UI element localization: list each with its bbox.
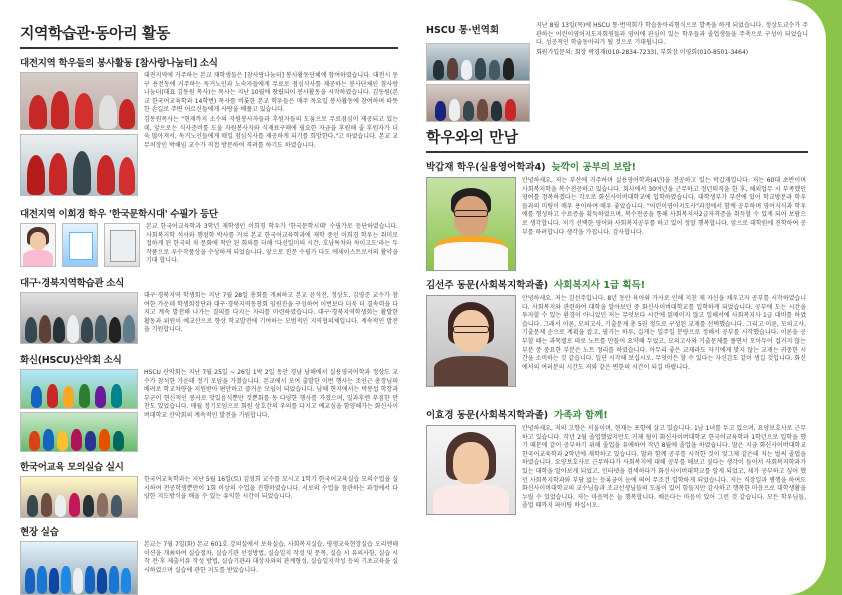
interview-2-name: 김선주 동문(사회복지학과졸)	[426, 280, 549, 291]
hscu-contact: 회원가입문의: 회장 박경재(010-2834-7233), 부회장 이영희(010-8501-3464)	[536, 48, 749, 56]
section-title-volunteer: 대전지역 학우들의 봉사활동 [참사랑나눔터] 소식	[20, 58, 218, 69]
section-title-hiking: 화신(HSCU)산악회 소식	[20, 355, 122, 366]
essayist-book-cover-2	[104, 223, 140, 267]
daegu-group-photo	[20, 292, 138, 344]
section-title-essayist: 대전지역 이희경 학우 '한국문학시대' 수필가 등단	[20, 209, 218, 220]
section-title-daegu: 대구·경북지역학습관 소식	[20, 278, 124, 289]
hiking-photo-1	[20, 369, 138, 409]
korean-practice-photo	[20, 476, 138, 518]
volunteer-photo-1	[20, 72, 138, 130]
hiking-photo-2	[20, 412, 138, 452]
essayist-portrait	[20, 223, 56, 267]
section-title-korean-practice: 한국어교육 모의실습 실시	[20, 462, 124, 473]
interview-1-quote: 늦깍이 공부의 보람!	[551, 162, 636, 173]
page-title: 지역학습관·동아리 활동	[20, 22, 398, 49]
interview-3-quote: 가족과 함께!	[554, 410, 608, 421]
hscu-paragraph: 지난 8월 13일(목)에 HSCU 통·번역회가 학습동아리형식으로 발족을 하게 되었습니다. 정상도교수가 주관하는 어린이영어지도자회원들과 영어에 관심이 있는 학우들과 졸업생들을 주축으로 구성이 되었습니다. 성공적인 학술동아리가 될 것으로 기대됩니다.	[536, 22, 808, 47]
right-column	[426, 22, 808, 587]
korean-practice-paragraph: 한국어교육학과는 지난 5월 16일(토) 김영희 교수를 모시고 1학기 한국어교육실습 모의수업을 실시하여 전공학생뿐만이 1회 이상의 수업을 진행하였습니다. 서로의 수업을 참관하는 과정에서 다양한 지도방식을 배울 수 있는 유익한 시간이 되었습니다.	[144, 476, 398, 501]
interview-3-name: 이효경 동문(사회복지학과졸)	[426, 410, 549, 421]
essayist-paragraph: 본교 한국어교육학과 3학년 재학생인 이희경 학우가 '한국문학시대' 수필가로 등단하였습니다. 사회복지학 석사와 행정학 박사를 거쳐 본교 한국어교육학과에 재학 중인 이희경 학우는 취미로 접하게 된 한국의 차 문화에 착안 된 회의를 더해 '다선일미의 시간, 호남특차와 차이고도'라는 두 작품으로 우수작품상을 수상하게 되었습니다. 앞으로 전문 수필가 다도 에세이스트로서의 활약을 기대 합니다.	[146, 223, 398, 265]
hscu-photo-2	[426, 84, 530, 122]
daegu-paragraph: 대구·경북지역 학생회는 지난 7월 28일 총회를 개최하고 본교 윤석진, 정상도, 김영준 교수가 참여한 가운데 학생회장단과 대구·경북지역동창회 임원진을 구성하여 이번보다 더욱 더 결속력을 다지고 계속 발전해 나가는 결의를 다지는 자리를 마련하였습니다. 대구·경북지역학생회는 활발한 활동과 위원이 예교산으로 향상 학교발전에 기여하는 모범적인 지역협의체입니다. 계속적인 발전을 기원합니다.	[144, 292, 398, 334]
field-practice-paragraph: 본교는 7월 7일(화) 본교 601호 강의실에서 보육실습, 사회복지실습, 평생교육현장실습 오리엔테이션을 개최하여 실습절차, 실습기관 선정방법, 실습일지 작성 및 문목, 실습 시 유의사항, 실습 시작 전·후 제출서류 작성 방법, 실습기관과 대상자와의 관계형성, 실습일지작성 등의 기초교육을 실시하였으며 실습에 관한 지도를 받았습니다.	[144, 541, 398, 574]
interview-1-header	[426, 159, 808, 173]
interview-3-portrait	[426, 425, 516, 515]
volunteer-paragraph-1: 대전지역에 거주하는 본교 재학생들은 [참사랑나눔터] 봉사활동단체에 참여하였습니다. 대전시 동구 용전동에 거주하는 독거노인과 노숙자들에게 무료로 점심식사를 제공하는 봉사단체인 참사랑나눔터(대표 김동원 목사)는 목사는 지난 10월에 창립되어 봉사활동을 시작하였습니다. 김동원(본교 한국어교육학과 14학번) 목사를 비롯한 본교 학우들은 매주 목요일 봉사활동에 참여하며 따뜻한 손길로 주변 어르신들에게 사랑을 베풀고 있습니다.	[144, 72, 398, 114]
hscu-photo-1	[426, 43, 530, 81]
interview-3-text: 안녕하세요, 저의 고향은 서울이며, 현재는 포항에 살고 있습니다. 1남 1녀를 두고 있으며, 요양보호사로 근무하고 있습니다. 작년 2월 졸업했었지만도 거제 될이 화신사이버대학교 한국어교육학과 1학년으로 입학을 했기 때문에 같이 공부하기 위해 졸업을 유예하여 작년 8월에 졸업을 하였습니다. 딸은 지금 화신사이버대학교 한국어교육학과 2학년에 재학하고 있습니다. 딸과 함께 공부를 시작한 것이 엊그제 같은데 저는 벌써 졸업을 하였습니다. 요양보호사로 근무하다가 사회복지에 대해 공부를 해보고 싶다는 생각이 들어서 사회복지학과가 있는 대학을 알아보게 되었고, 인터넷을 검색하다가 화신사이버대학교를 알게 되었고, 제가 공부하고 싶어 했던 사회복지학과와 부담 없는 등록금이 눈에 띄어 무조건 입학하게 되었습니다. 저는 직장일과 병행을 하여도 화신사이버대학교의 교수님들과 조교선생님들의 도움이 있어 힘들지만 감사하고 행복한 마음으로 대학생활을 누릴 수 있었습니다. 저는 마음먹은 늘 행복합니다. 배운다는 마음이 있어 그런 것 같습니다. 모든 학우님들, 졸업 때까지 파이팅 하십시오.	[522, 425, 806, 510]
section-title-field-practice: 현장 실습	[20, 527, 59, 538]
interview-1-portrait	[426, 177, 516, 271]
interview-3-header	[426, 407, 808, 421]
interview-2-text: 안녕하세요. 저는 김선주입니다. 8년 동안 육아와 가사로 인해 지친 제 자신을 채우고자 공부를 시작하였습니다. 사회복지와 관련하여 대학을 알아보던 중 화신사이버대학교를 입학하게 되었습니다. 공부에 도는 시간을 투자할 수 있는 환경이 아니었던 저는 무엇보다 시간에 얽매이지 않고 일해서에 사회복지사 1급 대비를 하였습니다. 그래서 이론, 모의고사, 기출문제 총 5권 정도로 구성된 교재를 선택했습니다. 그리고 이론, 모의고사, 기출문제 순으로 계획을 잡고, 필기는 하루, 길게는 일주일 분량으로 정해서 공부를 시작했습니다. 이론을 공부할 때는 과목별로 따로 노트를 만들어 요약해 두었고, 모의고사와 기출문제를 풀면서 모아두어 접거지 않는 부분 중 중요한 부분은 노트 정리를 하였습니다. 아무리 좋은 교재라도 자기에게 맞지 않는 교재는 귀중한 시간을 소비하는 것 같습니다. 일단 시작해 보십시오. 무엇이든 할 수 있다는 자신감도 같이 생길 것입니다. 화신에서의 여러분의 시간도 저와 같은 변한의 시간이 되길 바랍니다.	[522, 295, 806, 371]
hiking-paragraph: HSCU 산악회는 지난 7월 25일 ~ 26일 1박 2일 동안 경남 남해에서 실용영국어학과 정상도 교수가 참석한 가운데 정기 모임을 가졌습니다. 본교에서 모여 출발한 이번 행사는 조인근 총장님의 배려로 학교차량을 지원받아 편안하고 즐거운 모임이 되었습니다. 남해 현지에서는 박봉섭 학장과 부군이 현신적인 봉사로 맛있음식뿐만 것뿐회를 동 다양한 행사를 가졌으며, 일과후엔 푸짐한 만찬도 있었습니다. 매월 정기모임으로 회원 상호간의 우의를 다지고 예교심을 함양해가는 화신사이버대학교 산악회의 계속적인 발전을 기원합니다.	[144, 369, 398, 419]
volunteer-paragraph-2: 김동원목사는 "현재까지 소수의 자원봉사자들과 후원자들의 도움으로 무료점심이 제공되고 있는데, 앞으로는 식사준비를 도울 자원봉사자와 식재료구매에 필요한 자금을 후원해 줄 후원자가 더욱 많아져서, 독거노인들에게 매일 점심식사를 제공하게 되기를 희망한다."고 하였습니다. 본교 교무처장인 박해임 교수가 직접 방문하여 격려를 하기도 하였습니다.	[144, 115, 398, 149]
section-title-meet: 학우와의 만남	[426, 126, 808, 153]
left-column	[20, 22, 398, 587]
interview-1-name: 박갑재 학우(실용영어학과4)	[426, 162, 546, 173]
interview-2-header	[426, 277, 808, 291]
volunteer-photo-2	[20, 134, 138, 196]
section-title-hscu: HSCU 통·번역회	[426, 25, 500, 36]
interview-2-quote: 사회복지사 1급 획득!	[554, 280, 646, 291]
interview-1-text: 안녕하세요, 저는 부산에 거주하며 실용영어학과(4년)을 전공하고 있는 박갑재입니다. 저는 60대 초반이며 사회복지학을 복수전공하고 있습니다. 회사에서 30여년을 근무하고 정년퇴직을 한 후, 해외업무 시 부족했던 영어를 정복하겠다는 각오로 화신사이버대학교에 입학하였습니다. 대학생부가 부산에 있어 학교방문과 학우들과의 미팅이 매우 용이하여 매우 좋았습니다. "어린이영어지도사"과정에서 함께 공부하며 영어지식과 학우애를 형성하고 수료증을 획득하였으며, 복수전공을 통해 사회복지사2급자격증을 취득할 수 있게 되어 보람으로 생각합니다. 저기 선택한 영어와 사회복지공부를 하고 있어 정말 행복합니다. 앞으로 대학원에 진학하여 공부를 하려합니다 생각을 가집니다. 감사합니다.	[522, 177, 806, 236]
essayist-book-cover	[62, 223, 98, 267]
field-practice-photo	[20, 541, 138, 595]
interview-2-portrait	[426, 295, 516, 387]
